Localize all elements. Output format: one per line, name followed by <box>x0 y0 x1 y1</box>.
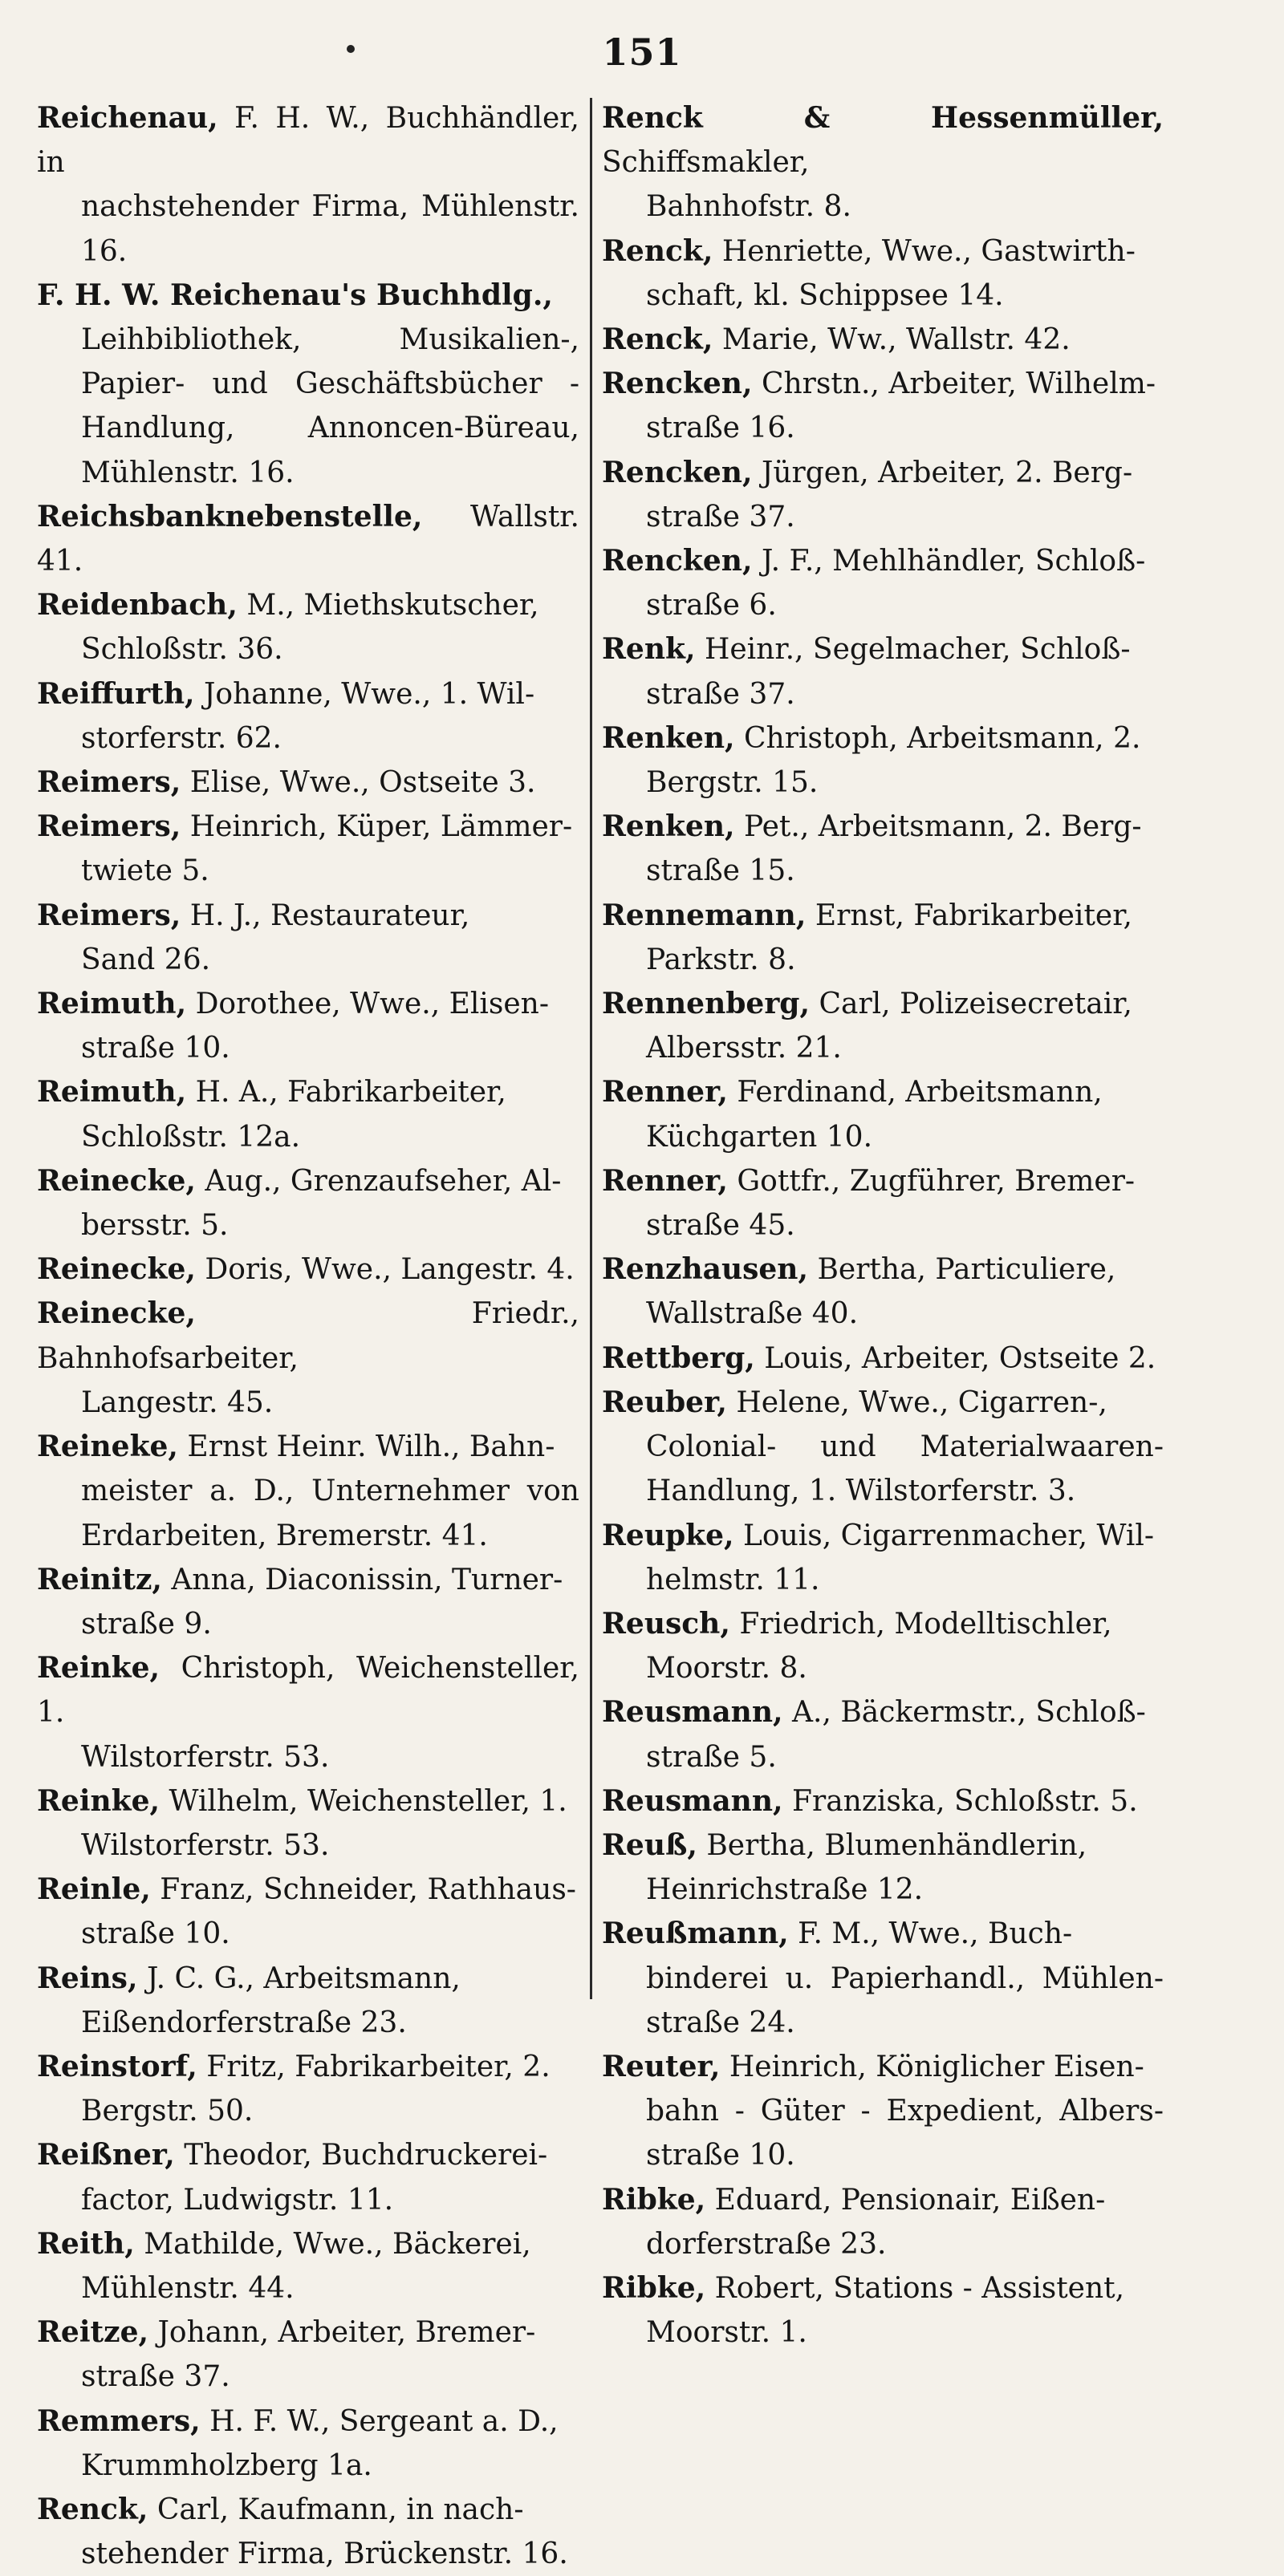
entry-details: Franziska, Schloßstr. 5. <box>792 1784 1138 1818</box>
entry-details: J. C. G., Arbeitsmann, <box>146 1961 461 1995</box>
directory-entry <box>602 451 1164 539</box>
directory-entry <box>602 318 1164 362</box>
entry-name: Reith, <box>37 2226 135 2261</box>
entry-details: Bertha, Particuliere, <box>817 1253 1116 1287</box>
entry-continuation: bersstr. 5. <box>81 1209 229 1243</box>
entry-name: Renner, <box>602 1075 728 1110</box>
directory-entry <box>602 1690 1164 1779</box>
entry-details: Aug., Grenzaufseher, Al- <box>205 1164 562 1198</box>
directory-entry <box>37 805 579 893</box>
entry-continuation: straße 10. <box>81 1917 230 1951</box>
entry-continuation: Sand 26. <box>81 943 211 976</box>
directory-entry <box>602 96 1164 229</box>
entry-continuation: straße 6. <box>646 589 777 623</box>
directory-entry <box>602 229 1164 318</box>
column-divider <box>590 98 592 1999</box>
entry-continuation: straße 37. <box>646 500 795 533</box>
directory-entry <box>602 2045 1164 2178</box>
directory-entry <box>37 2222 579 2310</box>
entry-continuation: straße 5. <box>646 1740 777 1774</box>
entry-continuation: binderei u. Papierhandl., Mühlen-straße 24. <box>646 1961 1164 2039</box>
entry-name: Reißner, <box>37 2138 175 2172</box>
entry-details: Franz, Schneider, Rathhaus- <box>160 1873 576 1907</box>
directory-entry <box>37 583 579 671</box>
entry-details: Ernst, Fabrikarbeiter, <box>815 899 1132 932</box>
directory-entry <box>37 1868 579 1956</box>
entry-name: Reußmann, <box>602 1917 789 1951</box>
entry-name: Renken, <box>602 809 735 844</box>
entry-continuation: Langestr. 45. <box>81 1385 274 1419</box>
entry-name: Rennenberg, <box>602 987 810 1021</box>
directory-entry <box>602 1337 1164 1381</box>
entry-continuation: Küchgarten 10. <box>646 1120 873 1154</box>
entry-name: Reimuth, <box>37 1075 187 1110</box>
directory-entry <box>37 274 579 495</box>
directory-entry <box>37 2133 579 2221</box>
left-column <box>37 96 579 2576</box>
entry-details: Ferdinand, Arbeitsmann, <box>737 1076 1103 1110</box>
entry-continuation: Wallstraße 40. <box>646 1297 859 1331</box>
entry-details: Carl, Polizeisecretair, <box>819 988 1132 1021</box>
directory-entry <box>37 1558 579 1646</box>
entry-continuation: Bahnhofstr. 8. <box>646 190 851 224</box>
entry-details: Schiffsmakler, <box>602 146 810 180</box>
entry-details: Chrstn., Arbeiter, Wilhelm- <box>761 367 1156 401</box>
directory-entry <box>602 627 1164 716</box>
entry-name: Rencken, <box>602 544 753 578</box>
entry-name: Remmers, <box>37 2404 201 2438</box>
page-mark <box>347 45 355 53</box>
entry-details: F. M., Wwe., Buch- <box>798 1917 1073 1951</box>
entry-name: Reinecke, <box>37 1252 196 1287</box>
directory-entry <box>37 1425 579 1558</box>
entry-name: Reins, <box>37 1961 138 1995</box>
entry-name: Reimuth, <box>37 987 187 1021</box>
entry-continuation: straße 10. <box>81 1032 230 1065</box>
entry-details: Ernst Heinr. Wilh., Bahn- <box>187 1430 555 1464</box>
entry-details: Heinrich, Küper, Lämmer- <box>189 810 573 844</box>
directory-entry <box>37 96 579 274</box>
directory-entry <box>37 672 579 761</box>
entry-details: Wallstr. 41. <box>37 500 579 578</box>
entry-details: H. F. W., Sergeant a. D., <box>209 2404 559 2438</box>
directory-entry <box>37 1247 579 1292</box>
entry-name: Ribke, <box>602 2270 706 2305</box>
directory-entry <box>37 1957 579 2045</box>
directory-entry <box>37 761 579 805</box>
entry-details: Helene, Wwe., Cigarren-, <box>736 1385 1107 1419</box>
entry-continuation: stehender Firma, Brückenstr. 16. <box>81 2537 568 2571</box>
directory-entry <box>602 1912 1164 2045</box>
directory-entry <box>602 1602 1164 1690</box>
entry-name: Renk, <box>602 632 696 667</box>
entry-name: Rettberg, <box>602 1341 755 1375</box>
entry-name: Reinle, <box>37 1872 151 1907</box>
directory-entry <box>602 2266 1164 2355</box>
entry-name: Reinitz, <box>37 1562 162 1596</box>
entry-details: Friedr., Bahnhofsarbeiter, <box>37 1297 579 1375</box>
entry-details: J. F., Mehlhändler, Schloß- <box>761 545 1146 578</box>
entry-details: Wilhelm, Weichensteller, 1. <box>169 1784 567 1818</box>
directory-entry <box>602 982 1164 1070</box>
entry-details: Anna, Diaconissin, Turner- <box>171 1563 563 1596</box>
entry-details: Henriette, Wwe., Gastwirth- <box>721 234 1136 268</box>
entry-details: A., Bäckermstr., Schloß- <box>792 1696 1146 1730</box>
entry-continuation: straße 16. <box>646 412 795 445</box>
directory-entry <box>37 2045 579 2133</box>
directory-entry <box>602 1514 1164 1602</box>
entry-name: Reinke, <box>37 1783 160 1818</box>
entry-name: Reusch, <box>602 1606 730 1641</box>
entry-details: Louis, Arbeiter, Ostseite 2. <box>764 1341 1156 1375</box>
entry-name: Ribke, <box>602 2182 706 2217</box>
directory-entry <box>602 2178 1164 2266</box>
entry-name: Reusmann, <box>602 1783 783 1818</box>
entry-details: Dorothee, Wwe., Elisen- <box>195 988 550 1021</box>
entry-name: Renner, <box>602 1163 728 1198</box>
entry-continuation: straße 37. <box>646 677 795 711</box>
entry-name: Reuß, <box>602 1828 697 1862</box>
entry-name: Renck, <box>602 323 713 357</box>
entry-continuation: Schloßstr. 12a. <box>81 1120 301 1154</box>
entry-continuation: storferstr. 62. <box>81 721 282 755</box>
entry-name: Reupke, <box>602 1518 734 1552</box>
entry-continuation: schaft, kl. Schippsee 14. <box>646 278 1004 312</box>
entry-name: Reuber, <box>602 1385 727 1419</box>
directory-entry <box>37 1159 579 1247</box>
directory-entry <box>602 1381 1164 1514</box>
entry-details: Jürgen, Arbeiter, 2. Berg- <box>761 456 1133 489</box>
entry-details: Heinrich, Königlicher Eisen- <box>729 2050 1144 2083</box>
directory-entry <box>37 1070 579 1158</box>
entry-details: Eduard, Pensionair, Eißen- <box>714 2183 1106 2217</box>
entry-name: Renck & Hessenmüller, <box>602 101 1164 135</box>
entry-name: Renzhausen, <box>602 1252 808 1287</box>
entry-details: Theodor, Buchdruckerei- <box>184 2139 548 2172</box>
entry-continuation: Wilstorferstr. 53. <box>81 1828 330 1862</box>
entry-details: Carl, Kaufmann, in nach- <box>156 2493 524 2526</box>
entry-continuation: factor, Ludwigstr. 11. <box>81 2183 394 2217</box>
directory-entry <box>37 2400 579 2488</box>
directory-entry <box>602 894 1164 982</box>
entry-name: Reimers, <box>37 898 181 932</box>
directory-entry <box>37 894 579 982</box>
directory-entry <box>602 1159 1164 1247</box>
entry-name: Rencken, <box>602 455 753 489</box>
entry-continuation: Moorstr. 1. <box>646 2316 807 2350</box>
entry-continuation: straße 15. <box>646 854 795 888</box>
entry-details: H. J., Restaurateur, <box>189 899 470 932</box>
entry-name: Reinecke, <box>37 1163 196 1198</box>
entry-name: Reitze, <box>37 2315 149 2350</box>
entry-continuation: Albersstr. 21. <box>646 1032 842 1065</box>
entry-continuation: meister a. D., Unternehmer von Erdarbeiten, Bremerstr. 41. <box>81 1475 579 1552</box>
entry-continuation: nachstehender Firma, Mühlenstr. 16. <box>81 190 579 268</box>
entry-details: F. H. W., Buchhändler, in <box>37 102 579 180</box>
entry-name: Renck, <box>602 233 713 268</box>
entry-continuation: straße 37. <box>81 2360 230 2394</box>
directory-entry <box>37 2310 579 2399</box>
entry-name: Reichenau, <box>37 101 218 135</box>
entry-details: Bertha, Blumenhändlerin, <box>706 1828 1087 1862</box>
entry-continuation: Wilstorferstr. 53. <box>81 1740 330 1774</box>
directory-entry <box>37 1292 579 1425</box>
entry-details: Doris, Wwe., Langestr. 4. <box>205 1253 575 1287</box>
entry-continuation: Mühlenstr. 44. <box>81 2271 295 2305</box>
entry-details: Mathilde, Wwe., Bäckerei, <box>144 2227 531 2261</box>
entry-details: Marie, Ww., Wallstr. 42. <box>721 323 1071 357</box>
entry-details: H. A., Fabrikarbeiter, <box>195 1076 506 1110</box>
directory-entry <box>37 495 579 583</box>
entry-name: Reimers, <box>37 765 181 800</box>
entry-continuation: Bergstr. 15. <box>646 766 819 800</box>
entry-name: Renken, <box>602 720 735 755</box>
entry-continuation: bahn - Güter - Expedient, Albers-straße 10. <box>646 2095 1164 2172</box>
entry-name: Reinstorf, <box>37 2049 197 2083</box>
entry-details: Johann, Arbeiter, Bremer- <box>157 2316 536 2350</box>
entry-continuation: straße 45. <box>646 1209 795 1243</box>
entry-name: Reuter, <box>602 2049 721 2083</box>
entry-name: Reinke, <box>37 1651 160 1686</box>
directory-entry <box>602 362 1164 450</box>
entry-details: Christoph, Arbeitsmann, 2. <box>744 721 1141 755</box>
directory-entry <box>37 1646 579 1779</box>
entry-name: Renck, <box>37 2492 148 2526</box>
entry-name: Reineke, <box>37 1430 178 1464</box>
entry-continuation: helmstr. 11. <box>646 1563 820 1596</box>
entry-name: Reusmann, <box>602 1695 783 1730</box>
entry-details: Gottfr., Zugführer, Bremer- <box>737 1164 1136 1198</box>
entry-continuation: Krummholzberg 1a. <box>81 2448 372 2482</box>
entry-details: Johanne, Wwe., 1. Wil- <box>203 677 535 711</box>
entry-name: Reidenbach, <box>37 588 238 623</box>
directory-entry <box>37 1779 579 1868</box>
directory-entry <box>602 1779 1164 1823</box>
entry-continuation: Bergstr. 50. <box>81 2095 254 2128</box>
entry-details: Fritz, Fabrikarbeiter, 2. <box>206 2050 551 2083</box>
entry-continuation: twiete 5. <box>81 854 209 888</box>
entry-name: Reiffurth, <box>37 676 195 711</box>
entry-details: Pet., Arbeitsmann, 2. Berg- <box>744 810 1142 844</box>
directory-entry <box>602 805 1164 893</box>
entry-details: Elise, Wwe., Ostseite 3. <box>189 766 536 800</box>
entry-continuation: Colonial- und Materialwaaren-Handlung, 1. Wilstorferstr. 3. <box>646 1430 1164 1508</box>
directory-entry <box>602 1823 1164 1912</box>
page-number: 151 <box>602 30 682 74</box>
entry-details: Friedrich, Modelltischler, <box>739 1607 1112 1641</box>
directory-entry <box>602 716 1164 805</box>
entry-details: M., Miethskutscher, <box>246 589 539 623</box>
entry-name: Reinecke, <box>37 1296 196 1331</box>
directory-entry <box>37 982 579 1070</box>
entry-name: Rencken, <box>602 367 753 401</box>
entry-name: F. H. W. Reichenau's Buchhdlg., <box>37 278 553 312</box>
entry-continuation: straße 9. <box>81 1607 212 1641</box>
entry-name: Rennemann, <box>602 898 807 932</box>
directory-entry <box>602 539 1164 627</box>
entry-details: Christoph, Weichensteller, 1. <box>37 1652 579 1730</box>
entry-name: Reimers, <box>37 809 181 844</box>
entry-continuation: Parkstr. 8. <box>646 943 796 976</box>
directory-entry <box>602 1070 1164 1158</box>
right-column <box>602 96 1164 2355</box>
entry-continuation: Moorstr. 8. <box>646 1652 807 1686</box>
directory-entry <box>37 2488 579 2576</box>
entry-name: Reichsbanknebenstelle, <box>37 499 423 533</box>
entry-details: Louis, Cigarrenmacher, Wil- <box>743 1519 1155 1552</box>
entry-continuation: Eißendorferstraße 23. <box>81 2006 407 2039</box>
directory-entry <box>602 1247 1164 1336</box>
entry-details: Robert, Stations - Assistent, <box>714 2271 1125 2305</box>
entry-continuation: dorferstraße 23. <box>646 2227 887 2261</box>
entry-continuation: Schloßstr. 36. <box>81 633 283 667</box>
entry-details: Heinr., Segelmacher, Schloß- <box>704 633 1131 667</box>
entry-continuation: Leihbibliothek, Musikalien-, Papier- und Geschäftsbücher - Handlung, Annoncen-Büreau, Mühlenstr. 16. <box>81 323 579 489</box>
entry-continuation: Heinrichstraße 12. <box>646 1873 924 1907</box>
